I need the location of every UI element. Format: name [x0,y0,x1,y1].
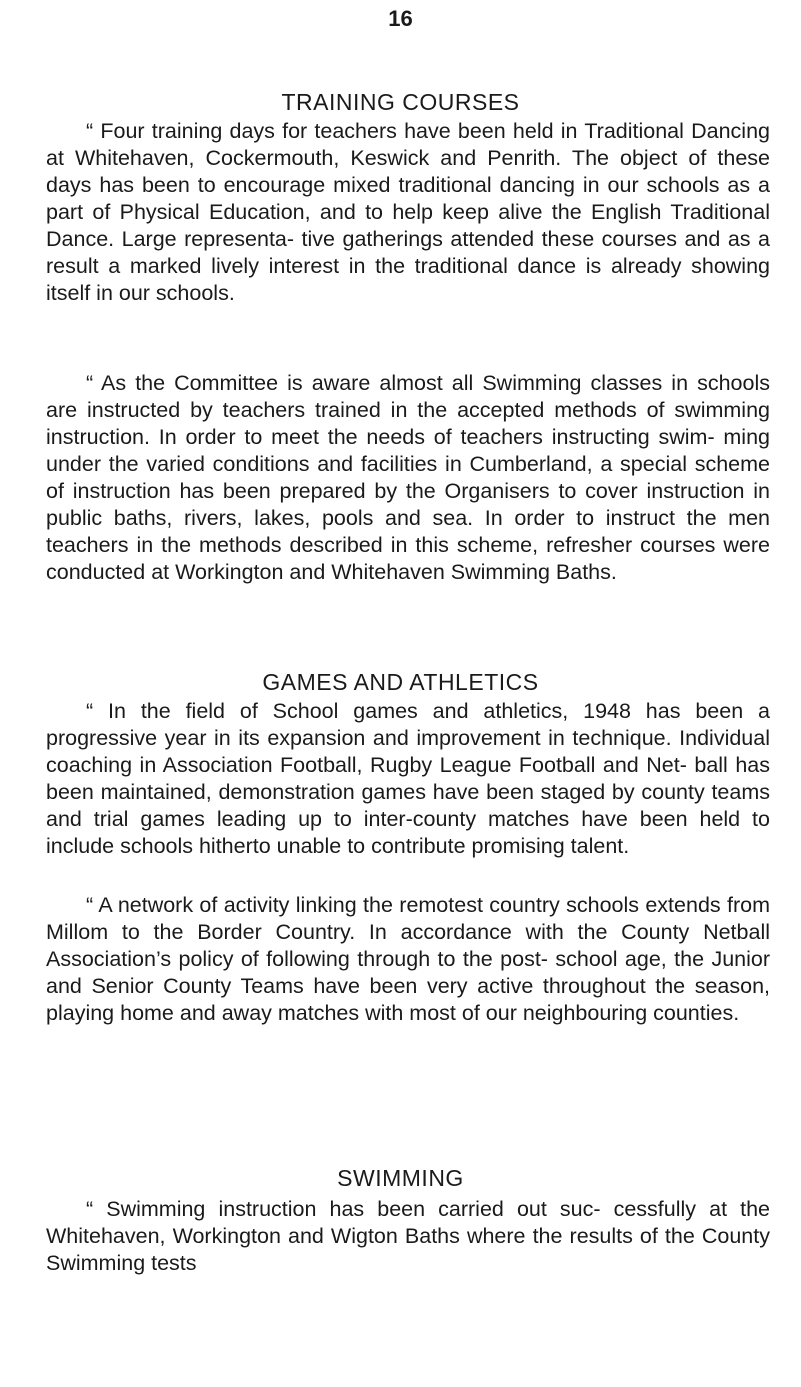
section-heading-swimming: SWIMMING [337,1165,464,1191]
section-heading-games-and-athletics: GAMES AND ATHLETICS [262,669,539,695]
page-number: 16 [388,6,413,31]
paragraph: “ Four training days for teachers have been held in Traditional Dancing at Whitehaven, Cockermouth, Keswick and Penrith. The object of these days has been to encourage mixed traditional dancing in our schools as a part of Physical Education, and to help keep alive the English Traditional Dance. Large representa- tive gatherings attended these courses and as a result a marked lively interest in the traditional dance is already showing itself in our schools. [46,119,770,305]
paragraph: “ A network of activity linking the remotest country schools extends from Millom to the Border Country. In accordance with the County Netball Association’s policy of following through to the post- school age, the Junior and Senior County Teams have been very active throughout the season, playing home and away matches with most of our neighbouring counties. [46,893,770,1025]
paragraph: “ In the field of School games and athletics, 1948 has been a progressive year in its expansion and improvement in technique. Individual coaching in Association Football, Rugby League Football and Net- ball has been maintained, demonstration games have been staged by county teams and trial games leading up to inter-county matches have been held to include schools hitherto unable to contribute promising talent. [46,699,770,858]
section-heading-training-courses: TRAINING COURSES [281,89,520,115]
paragraph: “ As the Committee is aware almost all Swimming classes in schools are instructed by teachers trained in the accepted methods of swimming instruction. In order to meet the needs of teachers instructing swim- ming under the varied conditions and facilities in Cumberland, a special scheme of instruction has been prepared by the Organisers to cover instruction in public baths, rivers, lakes, pools and sea. In order to instruct the men teachers in the methods described in this scheme, refresher courses were conducted at Workington and Whitehaven Swimming Baths. [46,371,770,584]
paragraph: “ Swimming instruction has been carried out suc- cessfully at the Whitehaven, Workington and Wigton Baths where the results of the County Swimming tests [46,1197,770,1275]
